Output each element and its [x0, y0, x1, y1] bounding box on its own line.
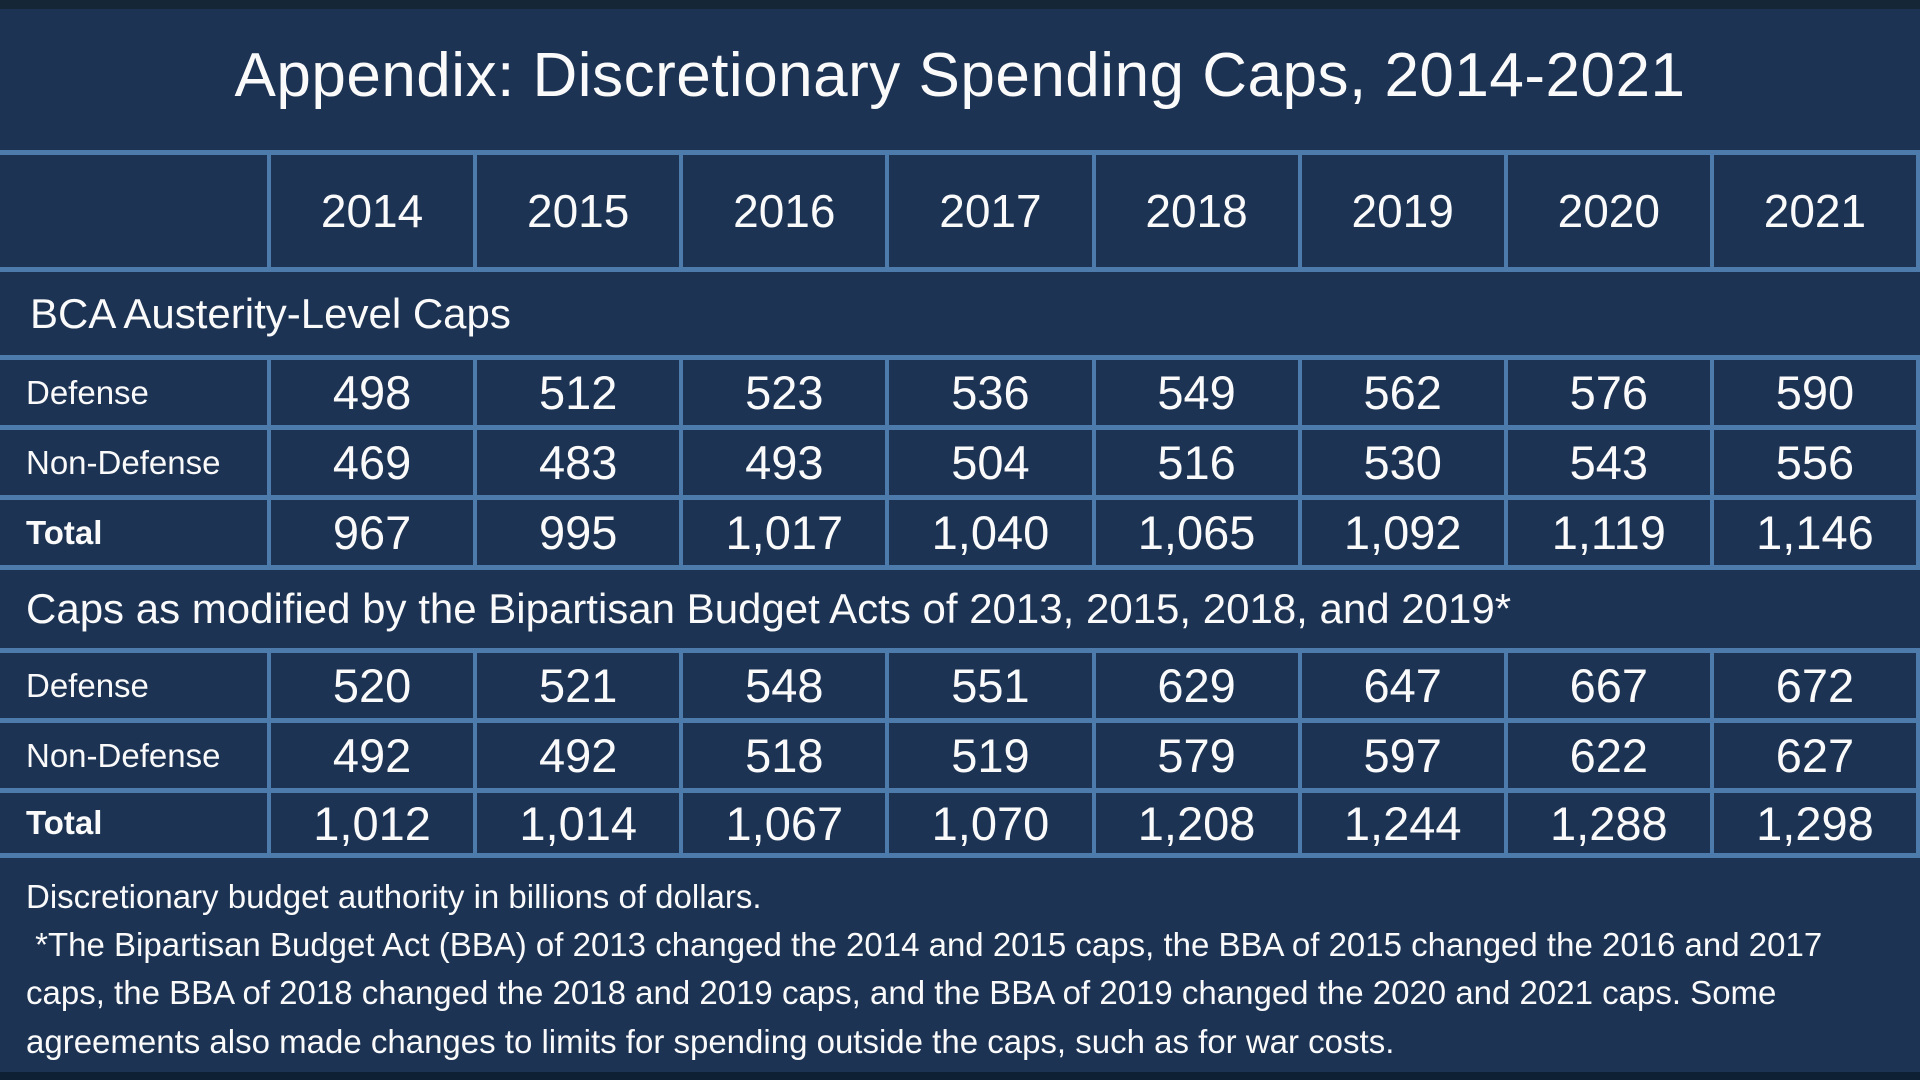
value-cell: 548	[679, 653, 885, 718]
row-label: Defense	[26, 666, 149, 704]
value-cell: 590	[1710, 360, 1916, 425]
value-cell: 512	[473, 360, 679, 425]
value-cell: 1,017	[679, 500, 885, 565]
value-cell: 483	[473, 430, 679, 495]
header-year-2021: 2021	[1710, 155, 1916, 267]
value-cell: 627	[1710, 723, 1916, 788]
value-cell: 1,092	[1298, 500, 1504, 565]
row-label: Total	[26, 804, 103, 841]
value-cell: 1,288	[1504, 793, 1710, 853]
value-cell: 556	[1710, 430, 1916, 495]
value-cell: 562	[1298, 360, 1504, 425]
value-cell: 995	[473, 500, 679, 565]
row-label: Defense	[26, 373, 149, 411]
value-cell: 1,067	[679, 793, 885, 853]
value-cell: 579	[1092, 723, 1298, 788]
value-cell: 1,014	[473, 793, 679, 853]
spending-caps-table	[0, 150, 1920, 858]
row-label: Non-Defense	[26, 443, 221, 481]
value-cell: 1,146	[1710, 500, 1916, 565]
value-cell: 549	[1092, 360, 1298, 425]
value-cell: 1,070	[885, 793, 1091, 853]
row-label: Non-Defense	[26, 736, 221, 774]
value-cell: 516	[1092, 430, 1298, 495]
value-cell: 629	[1092, 653, 1298, 718]
table-row-bba-total	[0, 788, 1920, 858]
table-row-bca-total	[0, 495, 1920, 565]
header-year-2014: 2014	[267, 155, 473, 267]
value-cell: 1,119	[1504, 500, 1710, 565]
header-empty-cell	[0, 155, 267, 267]
value-cell: 967	[267, 500, 473, 565]
value-cell: 498	[267, 360, 473, 425]
section-title-bca-austerity: BCA Austerity-Level Caps	[0, 267, 1920, 355]
header-year-2016: 2016	[679, 155, 885, 267]
value-cell: 504	[885, 430, 1091, 495]
value-cell: 1,298	[1710, 793, 1916, 853]
value-cell: 530	[1298, 430, 1504, 495]
value-cell: 1,012	[267, 793, 473, 853]
value-cell: 543	[1504, 430, 1710, 495]
header-year-2018: 2018	[1092, 155, 1298, 267]
value-cell: 1,040	[885, 500, 1091, 565]
value-cell: 672	[1710, 653, 1916, 718]
header-year-2015: 2015	[473, 155, 679, 267]
value-cell: 492	[473, 723, 679, 788]
bottom-edge-strip	[0, 1072, 1920, 1080]
value-cell: 521	[473, 653, 679, 718]
header-year-2019: 2019	[1298, 155, 1504, 267]
value-cell: 622	[1504, 723, 1710, 788]
table-header-row	[0, 150, 1920, 267]
table-row-bca-non-defense	[0, 425, 1920, 495]
value-cell: 492	[267, 723, 473, 788]
value-cell: 469	[267, 430, 473, 495]
value-cell: 647	[1298, 653, 1504, 718]
value-cell: 518	[679, 723, 885, 788]
header-year-2020: 2020	[1504, 155, 1710, 267]
value-cell: 551	[885, 653, 1091, 718]
table-row-bba-non-defense	[0, 718, 1920, 788]
value-cell: 493	[679, 430, 885, 495]
table-row-bca-defense	[0, 355, 1920, 425]
page-title: Appendix: Discretionary Spending Caps, 2014-2021	[234, 40, 1686, 110]
value-cell: 597	[1298, 723, 1504, 788]
value-cell: 1,208	[1092, 793, 1298, 853]
value-cell: 520	[267, 653, 473, 718]
header-year-2017: 2017	[885, 155, 1091, 267]
value-cell: 536	[885, 360, 1091, 425]
value-cell: 1,065	[1092, 500, 1298, 565]
value-cell: 576	[1504, 360, 1710, 425]
row-label: Total	[26, 513, 103, 551]
value-cell: 1,244	[1298, 793, 1504, 853]
footnote-bba-details: *The Bipartisan Budget Act (BBA) of 2013 changed the 2014 and 2015 caps, the BBA of 2015 changed the 2016 and 2017 caps, the BBA of 2018 changed the 2018 and 2019 caps, and the BBA of 2019 changed the 2020 and 2021 caps. Some agreements also made changes to limits for spending outside the caps, such as for war costs.	[26, 926, 1832, 1060]
section-title-bba-modified: Caps as modified by the Bipartisan Budget Acts of 2013, 2015, 2018, and 2019*	[0, 565, 1920, 648]
footnote-units: Discretionary budget authority in billions of dollars.	[26, 878, 762, 915]
footnotes	[0, 858, 1920, 1066]
table-row-bba-defense	[0, 648, 1920, 718]
top-edge-strip	[0, 0, 1920, 9]
value-cell: 519	[885, 723, 1091, 788]
value-cell: 523	[679, 360, 885, 425]
value-cell: 667	[1504, 653, 1710, 718]
